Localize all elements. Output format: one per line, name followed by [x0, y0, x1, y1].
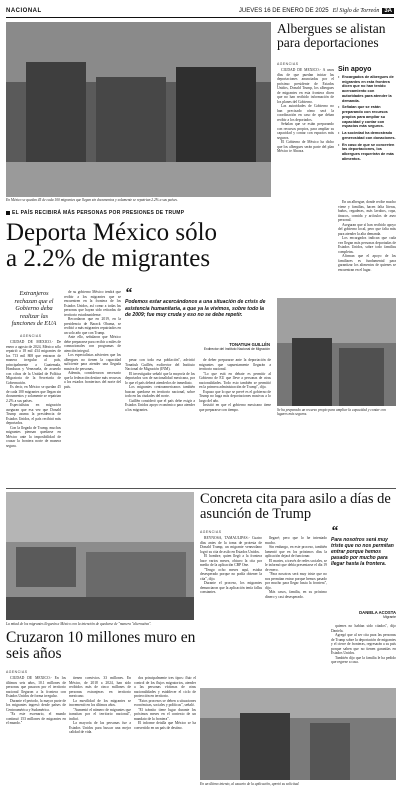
asylum-pull-quote [331, 524, 396, 568]
paragraph: Insistió en que el gobierno mexicano tiene que prepararse con tiempo. [199, 403, 271, 412]
bottom-headline: Cruzaron 10 millones muro en seis años [6, 629, 196, 662]
paragraph: CIUDAD DE MÉXICO.- De enero a agosto de 2024, México sólo repatrió a 18 mil 434 migrantes de los 713 mil 808 que entraron de manera irregular al país, principalmente a Guatemala, Honduras y Venezuela, de acuerdo con cifras de la Unidad de Política Migratoria de la Secretaría de Gobernación. [6, 340, 61, 385]
paragraph: Especialistas en migración aseguran que esa vez que Donald Trump asuma la presidencia de Estados Unidos, el país recibirá más deportados. [6, 403, 61, 426]
quote-mark-icon: “ [125, 286, 132, 301]
paragraph: Además, consideraron necesario que la federación destine más recursos a los estados fronterizos del norte del país. [64, 371, 121, 389]
main-photo-caption: En México se quedan 45 de cada 100 migrantes que llegan sin documentos y solamente se repatrian 2.2% a sus países. [6, 198, 178, 202]
pull-quote-text: Podemos estar acercándonos a una situación de crisis de asistencia humanitaria, a que ya la vivimos, sobre todo la de 2009; fue muy cruda y eso no se debe repetir. [125, 299, 266, 318]
main-body-col3 [125, 358, 195, 485]
page-header [6, 4, 394, 18]
paragraph: El hombre, quien llegó a la frontera hace varios meses, obtuvo la cita por medio de la aplicación CBP One. [200, 554, 262, 568]
paragraph: Señalan que se están preparando con recursos propios, para ampliar su capacidad y contar con espacios más seguros. [277, 122, 334, 140]
paragraph: Aseguran que sí han recibido apoyo del gobierno local, pero que falta más para atender la alta demanda. [338, 222, 396, 236]
sin-apoyo-title: Sin apoyo [338, 66, 372, 73]
paragraph: En un albergue, donde recibe mucho viene y familias, hacen falta literas, baños, regaderas, más lavabos, ropa, tinacos, comida y artículos de aseo personal. [338, 200, 396, 223]
paragraph: "El tránsito tiene lugar durante los próximos meses en el contexto de un mandato de la frontera". [134, 707, 196, 721]
paragraph: "Aumentó el número de migrantes que transitan por el territorio nacional", indicó. [69, 707, 131, 721]
main-pull-quote [125, 286, 270, 318]
paragraph: También dijo que la familia le ha pedido que regrese a casa. [331, 655, 396, 665]
asylum-photo-caption: En un último intento, al usuario de la aplicación, apretó su solicitud. [200, 782, 300, 786]
asylum-photo [200, 688, 396, 780]
paragraph: Durante el periodo, la mayor parte de los migrantes ingresó desde países de Centroamérica y Sudamérica. [6, 698, 66, 712]
paragraph: Es decir, en México se quedan 45 de cada 100 migrantes que llegan sin documentos y solamente se repatrian 2.2% a sus países. [6, 385, 61, 403]
bottom-body-col3 [134, 676, 196, 791]
paragraph: Durante el proceso, los migrantes denunciaron que la aplicación tenía fallas constantes. [200, 581, 262, 595]
bottom-agency: AGENCIAS [6, 670, 28, 674]
main-photo [6, 22, 271, 197]
main-body-col4 [199, 358, 271, 485]
paragraph: El Gobierno de México ha dicho que los albergues serán parte del plan México te Abraza. [277, 140, 334, 154]
top-story-agency: AGENCIAS [277, 62, 299, 66]
quote-name: TONATIUH GUILLÉN [229, 342, 270, 347]
paragraph: Agregó que al ser cita para las personas de Trump sobre la deportación de migrantes y el cierre de fronteras, regresarán a su país porque saben que no tienen garantías en Estados Unidos. [331, 633, 396, 656]
paragraph: de su gobierno México tendrá que recibir a los migrantes que se encuentren en la frontera de los Estados Unidos, así como a todas las personas que hayan sido retiradas de territorio estadounidense. [64, 290, 121, 317]
paragraph: "Tengo ocho meses aquí, estaba desesperado porque no podía obtener la cita", dijo. [200, 567, 262, 581]
paragraph: El informe detalla que México se ha convertido en un país de destino. [134, 721, 196, 730]
section-label: NACIONAL [6, 7, 42, 14]
bottom-body-col2 [69, 676, 131, 791]
issue-date: JUEVES 16 DE ENERO DE 2025 [238, 7, 329, 14]
paragraph: Las autoridades de Gobierno no han precisado cómo será la coordinación en caso de que deban recibir a los deportados. [277, 104, 334, 122]
paragraph: Sin embargo, en este proceso, también lamentó que en los próximos días la aplicación dejará de funcionar. [265, 545, 327, 559]
paragraph: dos principalmente tres tipos: fluir el control de los flujos migratorios, atender a las personas víctimas de otras nacionalidades y establecer el ciclo de protección en territorio. [134, 676, 196, 699]
page-number: 3A [384, 7, 392, 14]
top-story-body [277, 68, 334, 268]
paragraph: "Estos procesos se deben a situaciones económicas, sociales y políticas", señaló. [134, 698, 196, 708]
paragraph: "Lo que está en debate es permitir al Gobierno de EU que lleve a personas de otras nacionalidades. Todo esto también se permitió en la primera administración de Trump", dijo. [199, 371, 271, 390]
quote-name: DANIELA ACOSTA [359, 610, 396, 615]
paragraph: de deber prepararse ante la deportación de migrantes que supuestamente llegarán a territorio nacional. [199, 358, 271, 372]
main-quote-attribution [125, 342, 270, 351]
paragraph: Con la llegada de Trump, muchos migrantes piensan quedarse en México ante la imposibilidad de cruzar la frontera norte de manera segura. [6, 425, 61, 448]
paragraph: llegaré; pero que lo he intentado mucho. [265, 536, 327, 545]
bottom-body-col1 [6, 676, 66, 791]
main-kicker [6, 210, 276, 216]
main-deck: Extranjeros rechazan que el Gobierno deba realizar las funciones de EUA [11, 290, 57, 328]
shelter-photo [277, 298, 396, 406]
paragraph: La mayoría de las personas fue a Estados Unidos para buscar una mejor calidad de vida. [69, 721, 131, 735]
paragraph: La movilidad de los migrantes se incrementó en los últimos años. [69, 698, 131, 708]
top-story-headline: Albergues se alistan para deportaciones [277, 21, 386, 50]
paragraph: Los encargados indican que cada vez llegan más personas deportadas de Estados Unidos, sobre todo familias completas. [338, 236, 396, 254]
top-story-body-right [338, 200, 396, 295]
paragraph: Recordaron que en 2019, en la presidencia de Barack Obama, se recibió a más migrantes repatriados en un solo año que con Trump. [64, 317, 121, 335]
paragraph: "Para nosotros será muy triste que no nos permitan entrar porque hemos pasado por mucho para llegar hasta la frontera", dijo. [265, 572, 327, 590]
asylum-quote-attribution [331, 610, 396, 619]
main-agency: AGENCIAS [20, 334, 42, 338]
paragraph: CIUDAD DE MÉXICO.- En los últimos seis años, 10.1 millones de personas que pasaron por el territorio nacional llegaron a la frontera con Estados Unidos de forma irregular. [6, 676, 66, 699]
section-divider [6, 488, 396, 489]
main-body-col1 [6, 340, 61, 485]
paragraph: Afirman que el apoyo de los familiares es fundamental para garantizar los alimentos de quienes se encuentran en el lugar. [338, 254, 396, 272]
paragraph: Los migrantes centroamericanos también buscan quedarse en territorio nacional, sobre todo en las ciudades del norte. [125, 385, 195, 399]
asylum-body-col2 [265, 536, 327, 686]
sin-apoyo-bullet: • Señalan que se están preparando con recursos propios para ampliar su capacidad y contar con espacios más seguros. [338, 105, 396, 129]
main-headline-line2: a 2.2% de migrantes [6, 244, 211, 272]
shelter-photo-caption: Se ha preparado un recurso propio para ampliar la capacidad y contar con lugares más seguros. [277, 408, 386, 417]
paragraph: Más casos, familia, en su próximo dinero y casi desesperado. [265, 590, 327, 599]
border-photo [6, 492, 194, 620]
asylum-body-col1 [200, 536, 262, 686]
paragraph: CIUDAD DE MÉXICO.- A unos días de que puedan iniciar las deportaciones anunciadas por el próximo presidente de Estados Unidos, Donald Trump, los albergues de migrantes en esta frontera dicen que no han recibido información de los planes del Gobierno. [277, 68, 334, 104]
asylum-headline: Concreta cita para asilo a días de asunción de Trump [200, 491, 391, 522]
paragraph: "Es este escenario, el mundo continuó 153 millones de migrantes en el mundo." [6, 712, 66, 726]
border-photo-caption: La mitad de los migrantes llegarán a México con la intención de quedarse de "manera "alternativa". [6, 622, 152, 626]
asylum-agency: AGENCIAS [200, 530, 222, 534]
sin-apoyo-bullet: • En caso de que se concreten las deportaciones, los albergues requerirán de más alimentos. [338, 143, 396, 162]
paragraph: quienes no habían sido citados", dijo Daniela. [331, 624, 396, 633]
paragraph: El martes, a través de redes sociales, se le informó que debía presentarse el día 19 de enero. [265, 558, 327, 572]
paragraph: Ante ello, señalaron que México debe prepararse para recibir a miles de connacionales con programas de atención integral. [64, 335, 121, 353]
sin-apoyo-bullet: • La sociedad ha demostrado generosidad con donaciones. [338, 131, 396, 140]
main-headline-line1: Deporta México sólo [6, 219, 218, 246]
pull-quote-text: Para nosotros será muy triste que no nos permitan entrar porque hemos pasado por mucho para llegar hasta la frontera. [331, 537, 394, 568]
kicker-text: EL PAÍS RECIBIRÁ MÁS PERSONAS POR PRESIONES DE TRUMP [12, 210, 185, 216]
asylum-body-col3 [331, 624, 396, 684]
paragraph: tienen convivios. 33 millones. En México, de 2018 a 2024, han sido recibidos más de cinco millones de personas extranjeras en territorio mexicano. [69, 676, 131, 699]
paragraph: Guillén consideró que el país debe exigir a Estados Unidos apoyo económico para atender a los migrantes. [125, 398, 195, 412]
paragraph: REYNOSA, TAMAULIPAS.- Cuatro días antes de la toma de protesta de Donald Trump, un migrante venezolano logró su cita de asilo en Estados Unidos. [200, 536, 262, 554]
quote-role: Migrante [383, 615, 396, 619]
main-headline [6, 220, 276, 271]
paragraph: Expuso que lo que se prevé es el gobierno de Trump no haga más deportaciones masivas a lo largo del año. [199, 389, 271, 403]
paragraph: El investigador señaló que la mayoría de los deportados son de nacionalidad mexicana, por lo que el país deberá atenderlos de inmediato. [125, 371, 195, 385]
masthead: El Siglo de Torreón [332, 7, 380, 14]
main-body-col2 [64, 290, 121, 485]
paragraph: pesar con toda esa población", advirtió Tonatiuh Guillén, exdirector del Instituto Nacional de Migración (INM). [125, 358, 195, 372]
quote-mark-icon: “ [331, 524, 338, 539]
quote-role: Exdirector del Instituto Nacional de Migración [203, 347, 270, 351]
sin-apoyo-bullet: • Encargados de albergues de migrantes en esta frontera dicen que no han tenido acercamiento con autoridades para atender la demanda. [338, 75, 396, 103]
sin-apoyo-box [338, 66, 396, 163]
paragraph: Los especialistas advierten que los albergues no tienen la capacidad suficiente para atender una llegada masiva de personas. [64, 353, 121, 371]
square-bullet-icon [6, 211, 10, 215]
